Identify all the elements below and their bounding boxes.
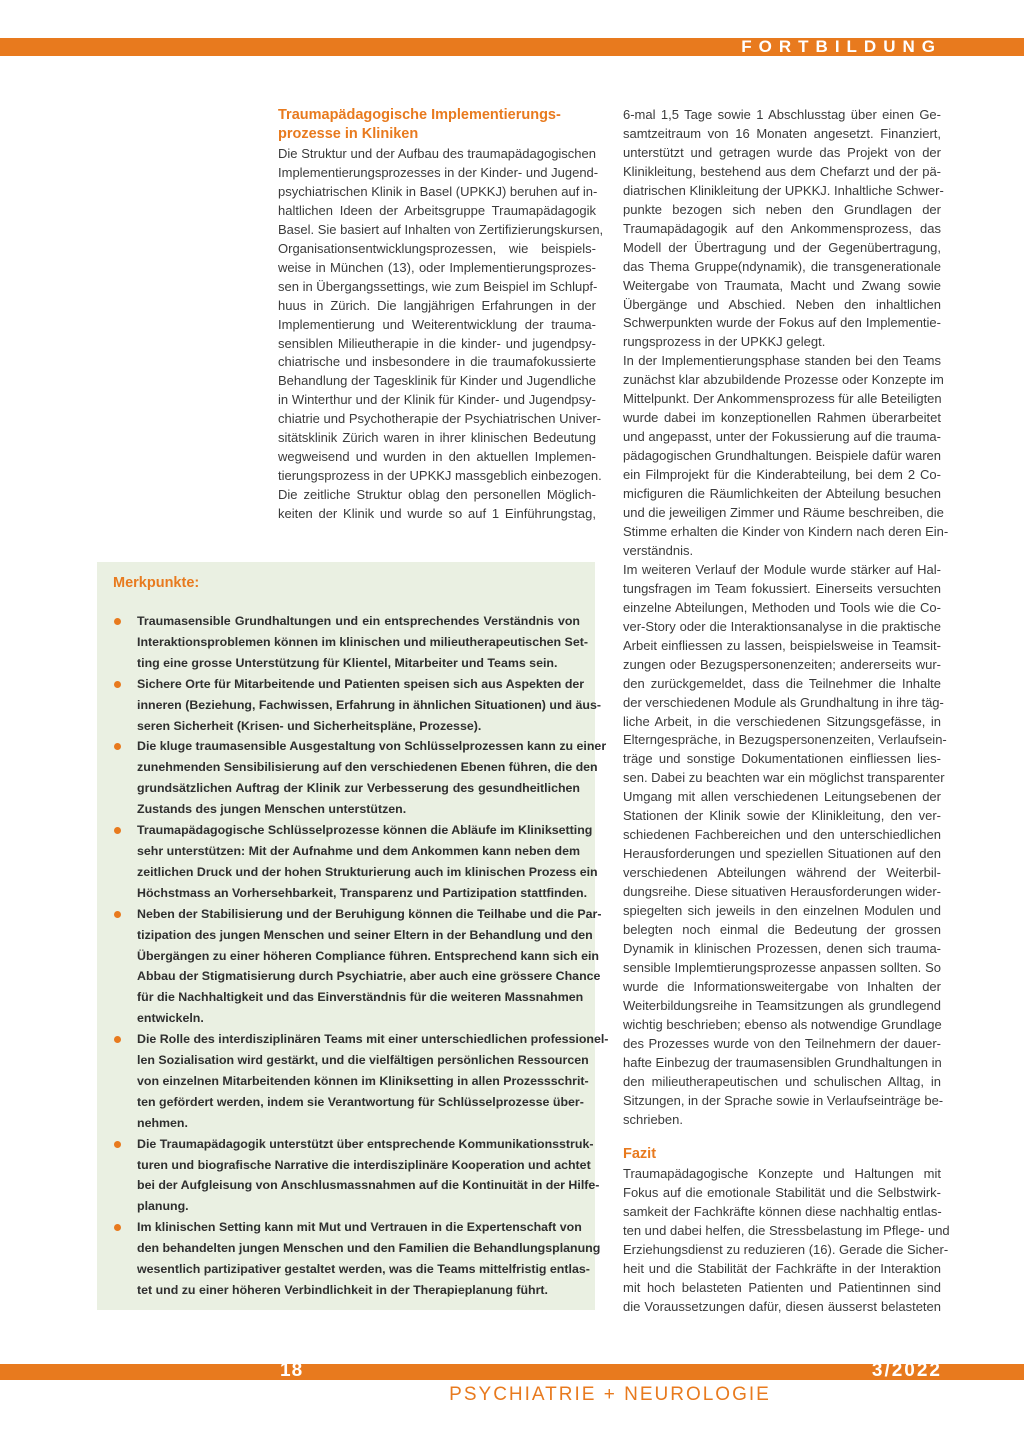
text-line: sen. Dabei zu beachten war ein möglichst transparenter	[623, 770, 945, 786]
bullet-icon	[114, 1036, 121, 1043]
text-line: diatrischen Klinikleitung der UPKKJ. Inhaltliche Schwer-	[623, 182, 944, 198]
bullet-icon	[114, 681, 121, 688]
text-line: den zurückgemeldet, dass die Teilnehmer die Inhalte	[623, 675, 941, 691]
text-line: Klinikleitung, bestehend aus dem Chefarzt und der pä-	[623, 163, 941, 179]
text-line: tierungsprozess in der UPKKJ massgeblich einbezogen.	[278, 468, 602, 484]
text-line: samtzeitraum von 16 Monaten angesetzt. Finanziert,	[623, 125, 941, 141]
bullet-icon	[114, 1141, 121, 1148]
text-line: pädagogischen Grundhaltungen. Beispiele dafür waren	[623, 448, 941, 464]
article-column-right	[623, 106, 950, 1317]
key-point-line: ten gefördert werden, indem sie Verantwortung für Schlüsselprozesse über-	[137, 1094, 584, 1109]
text-line: Stationen der Klinik sowie der Klinikleitung, den ver-	[623, 808, 941, 824]
key-points-box	[97, 562, 609, 1310]
text-line: wegweisend und wurden in den aktuellen Implemen-	[278, 449, 596, 465]
text-line: weise in München (13), oder Implementierungsprozes-	[278, 259, 596, 275]
key-point-item	[112, 904, 602, 1029]
key-points-title: Merkpunkte:	[113, 575, 200, 591]
text-line: Sitzungen, in der Sprache sowie in Verlaufseinträge be-	[623, 1092, 944, 1108]
journal-name: PSYCHIATRIE + NEUROLOGIE	[449, 1384, 771, 1405]
heading-line: prozesse in Kliniken	[278, 126, 419, 142]
text-line: mit hoch belasteten Patienten und Patientinnen sind	[623, 1280, 941, 1296]
text-line: chiatrische und insbesondere in die traumafokussierte	[278, 354, 596, 370]
key-point-item	[112, 674, 602, 737]
key-point-line: seren Sicherheit (Krisen- und Sicherheitspläne, Prozesse).	[137, 718, 482, 733]
key-point-line: len Sozialisation wird gestärkt, und die vielfältigen persönlichen Ressourcen	[137, 1053, 589, 1068]
key-point-item	[112, 1029, 609, 1134]
text-line: unterstützt und getragen wurde das Projekt von der	[623, 144, 941, 160]
text-line: Die zeitliche Struktur oblag den personellen Möglich-	[278, 487, 596, 503]
key-point-item	[112, 1217, 601, 1301]
key-point-line: sehr unterstützen: Mit der Aufnahme und dem Ankommen kann neben dem	[137, 843, 580, 858]
text-line: punkte bezogen sich neben den Grundlagen der	[623, 201, 941, 217]
paragraph	[278, 145, 604, 524]
key-point-line: wesentlich partizipativer gestaltet werden, was die Teams mittelfristig entlas-	[137, 1262, 590, 1277]
text-line: das Thema Gruppe(ndynamik), die transgenerationale	[623, 258, 941, 274]
text-line: Modell der Übertragung und der Gegenübertragung,	[623, 239, 941, 255]
key-point-line: bei der Aufgleisung von Anschlusmassnahmen auf die Kontinuität in der Hilfe-	[137, 1178, 600, 1193]
text-line: verschiedenen Abteilungen während der Weiterbil-	[623, 865, 941, 881]
text-line: micfiguren die Räumlichkeiten der Abteilung besuchen	[623, 486, 941, 502]
text-line: Übergänge und Abschied. Neben den inhaltlichen	[623, 296, 941, 312]
key-point-line: tet und zu einer höheren Verbindlichkeit in der Therapieplanung führt.	[137, 1283, 548, 1297]
text-line: Basel. Sie basiert auf Inhalten von Zertifizierungskursen,	[278, 221, 604, 237]
text-line: des Prozesses wurde von den Teilnehmern der dauer-	[623, 1035, 941, 1051]
text-line: sensible Implemtierungsprozesse anpassen sollten. So	[623, 959, 941, 975]
key-point-line: ting eine grosse Unterstützung für Klientel, Mitarbeiter und Teams sein.	[137, 655, 558, 670]
bullet-icon	[114, 911, 121, 918]
key-point-line: inneren (Beziehung, Fachwissen, Erfahrung in ähnlichen Situationen) und äus-	[137, 697, 602, 712]
key-point-line: zeitlichen Druck und der hohen Strukturierung auch im klinischen Prozess ein	[137, 864, 598, 879]
text-line: verständnis.	[623, 542, 694, 558]
issue-number: 3/2022	[871, 1360, 942, 1381]
text-line: huus in Zürich. Die langjährigen Erfahrungen in der	[278, 297, 596, 313]
key-point-line: Abbau der Stigmatisierung durch Psychiatrie, aber auch eine grössere Chance	[137, 969, 601, 984]
text-line: haltlichen Ideen der Arbeitsgruppe Traumapädagogik	[278, 202, 596, 218]
text-line: In der Implementierungsphase standen bei den Teams	[623, 353, 941, 369]
key-point-item	[112, 1134, 600, 1218]
key-point-item	[112, 820, 598, 904]
text-line: zungen oder Bezugspersonenzeiten; andererseits wur-	[623, 656, 941, 672]
heading-line: Traumapädagogische Implementierungs-	[278, 107, 561, 123]
text-line: Stimme erhalten die Kinder von Kindern nach deren Ein-	[623, 523, 949, 539]
key-point-line: Interaktionsproblemen können im klinischen und milieutherapeutischen Set-	[137, 634, 588, 649]
text-line: Mittelpunkt. Der Ankommensprozess für alle Beteiligten	[623, 391, 942, 407]
text-line: schrieben.	[623, 1111, 683, 1127]
text-line: tungsfragen im Team fokussiert. Einerseits versuchten	[623, 580, 941, 596]
text-line: rungsprozess in der UPKKJ gelegt.	[623, 334, 826, 350]
text-line: träge und sonstige Dokumentationen einfliessen lies-	[623, 751, 941, 767]
text-line: zunächst klar abzubildende Prozesse oder Konzepte im	[623, 372, 944, 388]
text-line: dungsreihe. Diese situativen Herausforderungen wider-	[623, 884, 941, 900]
text-line: einzelne Abteilungen, Methoden und Tools wie die Co-	[623, 599, 941, 615]
text-line: Traumapädagogische Konzepte und Haltungen mit	[623, 1166, 941, 1182]
text-line: Die Struktur und der Aufbau des traumapädagogischen	[278, 146, 596, 161]
key-point-line: entwickeln.	[137, 1011, 204, 1026]
key-point-item	[112, 736, 607, 820]
text-line: chiatrie und Psychotherapie der Psychiatrischen Univer-	[278, 411, 601, 427]
bullet-icon	[114, 827, 121, 834]
key-point-line: nehmen.	[137, 1115, 188, 1130]
article-column-middle	[278, 106, 604, 524]
text-line: sensiblen Milieutherapie in die kinder- und jugendpsy-	[278, 335, 596, 351]
key-point-line: Sichere Orte für Mitarbeitende und Patienten speisen sich aus Aspekten der	[137, 676, 585, 691]
text-line: belegten noch einmal die Bedeutung der grossen	[623, 921, 941, 937]
text-line: Traumapädagogik auf den Ankommensprozess, das	[623, 220, 941, 236]
text-line: Weiterbildungsreihe in Teamsitzungen als grundlegend	[623, 997, 941, 1013]
text-line: ein Filmprojekt für die Kinderabteilung, bei dem 2 Co-	[623, 467, 941, 483]
text-line: Elterngespräche, in Bezugspersonenzeiten, Verlaufsein-	[623, 732, 947, 748]
text-line: wichtig beschrieben; ebenso als notwendige Grundlage	[623, 1016, 942, 1032]
text-line: sen in Übergangssettings, wie zum Beispiel im Schlupf-	[278, 278, 598, 294]
text-line: Weitergabe von Traumata, Macht und Zwang sowie	[623, 277, 941, 293]
text-line: wurde die Informationsweitergabe von Inhalten der	[623, 978, 941, 994]
text-line: Implementierungsprozesses in der Kinder- und Jugend-	[278, 164, 599, 180]
key-point-line: Die Traumapädagogik unterstützt über entsprechende Kommunikationsstruk-	[137, 1136, 594, 1151]
text-line: heit und die Stabilität der Fachkräfte in der Interaktion	[623, 1261, 941, 1277]
text-line: Implementierung und Weiterentwicklung der trauma-	[278, 316, 596, 332]
paragraph	[623, 352, 949, 560]
key-point-line: Die Rolle des interdisziplinären Teams mit einer unterschiedlichen professionel-	[137, 1032, 609, 1047]
text-line: in Winterthur und der Klinik für Kinder- und Jugendpsy-	[278, 392, 596, 408]
paragraph	[623, 106, 944, 352]
text-line: Umgang mit allen verschiedenen Leitungsebenen der	[623, 789, 941, 805]
text-line: Behandlung der Tagesklinik für Kinder und Jugendliche	[278, 373, 596, 389]
text-line: Schwerpunkten wurde der Fokus auf den Implementie-	[623, 315, 941, 331]
key-point-line: Zustands des jungen Menschen unterstützen.	[137, 802, 407, 817]
key-point-line: Traumapädagogische Schlüsselprozesse können die Abläufe im Kliniksetting	[137, 823, 593, 838]
text-line: 6-mal 1,5 Tage sowie 1 Abschlusstag über einen Ge-	[623, 107, 941, 122]
key-point-line: von einzelnen Mitarbeitenden können im Kliniksetting in allen Prozessschrit-	[137, 1073, 589, 1088]
footer-bar	[0, 1364, 1024, 1380]
text-line: die Voraussetzungen dafür, diesen äusserst belasteten	[623, 1299, 941, 1315]
text-line: ver-Story oder die Interaktionsanalyse in die praktische	[623, 618, 941, 634]
text-line: Organisationsentwicklungsprozessen, wie beispiels-	[278, 240, 596, 256]
text-line: Erziehungsdienst zu reduzieren (16). Gerade die Sicher-	[623, 1242, 949, 1258]
text-line: und angepasst, unter der Fokussierung auf die trauma-	[623, 429, 941, 445]
bullet-icon	[114, 618, 121, 625]
text-line: Dynamik in klinischen Prozessen, denen sich trauma-	[623, 940, 941, 956]
text-line: schiedenen Fachbereichen und den unterschiedlichen	[623, 827, 941, 843]
key-point-line: Höchstmass an Vorhersehbarkeit, Transparenz und Partizipation stattfinden.	[137, 885, 588, 900]
text-line: Im weiteren Verlauf der Module wurde stärker auf Hal-	[623, 561, 941, 577]
page-number: 18	[280, 1360, 304, 1381]
text-line: liche Arbeit, in die verschiedenen Sitzungsgefässe, in	[623, 713, 941, 729]
key-point-line: turen und biografische Narrative die interdisziplinäre Kooperation und achtet	[137, 1157, 591, 1172]
text-line: keiten der Klinik und wurde so auf 1 Einführungstag,	[278, 506, 596, 522]
key-point-line: planung.	[137, 1199, 189, 1214]
key-point-line: Neben der Stabilisierung und der Beruhigung können die Teilhabe und die Par-	[137, 906, 602, 921]
key-point-line: zunehmenden Sensibilisierung auf den verschiedenen Ebenen führen, die den	[137, 760, 598, 775]
text-line: Herausforderungen und speziellen Situationen auf den	[623, 846, 941, 862]
text-line: samkeit der Fachkräfte können diese nachhaltig entlas-	[623, 1204, 942, 1220]
key-point-line: grundsätzlichen Auftrag der Klinik zur Verbesserung des gesundheitlichen	[137, 781, 580, 796]
bullet-icon	[114, 1224, 121, 1231]
bullet-icon	[114, 743, 121, 750]
text-line: den milieutherapeutischen und schulischen Alltag, in	[623, 1073, 941, 1089]
text-line: wurde dabei im konzeptionellen Rahmen überarbeitet	[623, 410, 941, 426]
section-label: FORTBILDUNG	[741, 37, 942, 56]
key-point-item	[112, 611, 588, 674]
text-line: hafte Einbezug der traumasensiblen Grundhaltungen in	[623, 1054, 942, 1070]
text-line: sitätsklinik Zürich waren in ihrer klinischen Bedeutung	[278, 430, 596, 446]
text-line: psychiatrischen Klinik in Basel (UPKKJ) beruhen auf in-	[278, 183, 598, 199]
text-line: Arbeit einfliessen zu lassen, beispielsweise in Teamsit-	[623, 637, 941, 653]
key-point-line: für die Nachhaltigkeit und das Einverständnis für die weiteren Massnahmen	[137, 990, 584, 1005]
text-line: spiegelten sich jeweils in den einzelnen Modulen und	[623, 903, 941, 919]
text-line: Fokus auf die emotionale Stabilität und die Selbstwirk-	[623, 1185, 941, 1201]
key-point-line: den behandelten jungen Menschen und den Familien die Behandlungsplanung	[137, 1241, 601, 1256]
text-line: und die jeweiligen Zimmer und Räume beschreiben, die	[623, 505, 944, 521]
key-points-list	[112, 611, 609, 1301]
key-point-line: Im klinischen Setting kann mit Mut und Vertrauen in die Expertenschaft von	[137, 1220, 582, 1235]
key-point-line: Traumasensible Grundhaltungen und ein entsprechendes Verständnis von	[137, 614, 580, 628]
section-heading	[278, 106, 596, 144]
text-line: der verschiedenen Module als Grundhaltung in ihre täg-	[623, 694, 944, 710]
paragraph	[623, 561, 947, 1130]
fazit-heading: Fazit	[623, 1146, 657, 1163]
key-point-line: tizipation des jungen Menschen und seiner Eltern in der Behandlung und den	[137, 927, 593, 942]
key-point-line: Übergängen zu einer höheren Compliance führen. Entsprechend kann sich ein	[137, 948, 599, 963]
key-point-line: Die kluge traumasensible Ausgestaltung von Schlüsselprozessen kann zu einer	[137, 739, 607, 754]
text-line: ten und dabei helfen, die Stressbelastung im Pflege- und	[623, 1223, 950, 1239]
paragraph	[623, 1165, 950, 1317]
